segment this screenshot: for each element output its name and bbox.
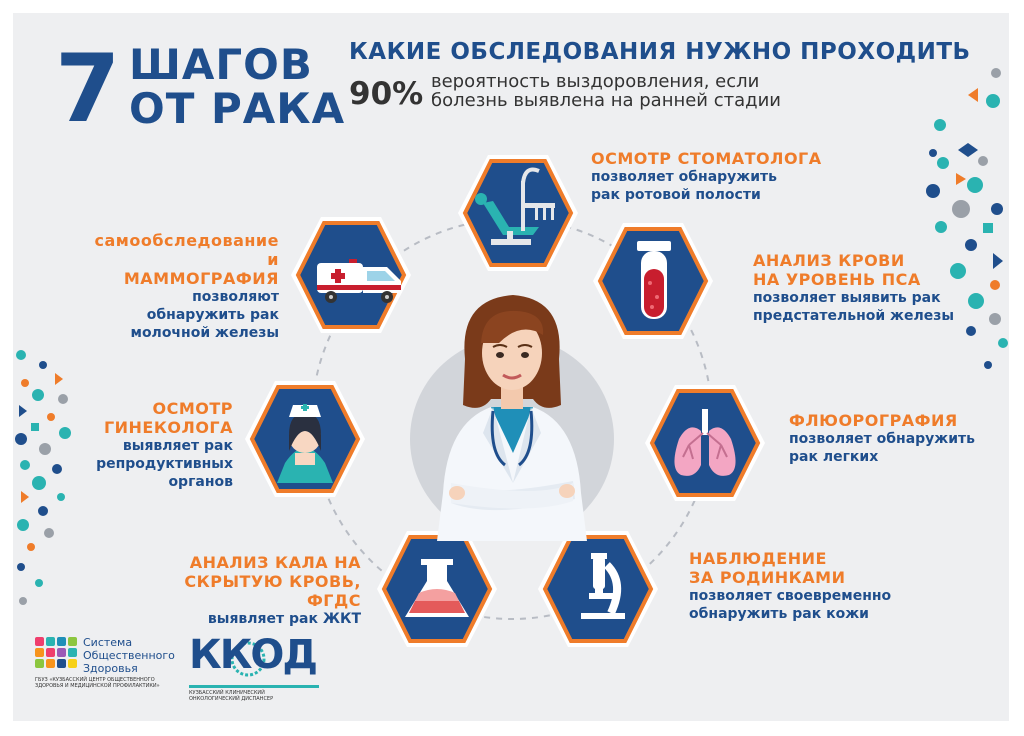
kkod-logo-small2: ОНКОЛОГИЧЕСКИЙ ДИСПАНСЕР xyxy=(189,696,274,702)
step-dentist-desc-2: рак ротовой полости xyxy=(591,187,761,203)
step-moles-title-1: НАБЛЮДЕНИЕ xyxy=(689,549,827,568)
step-gyn-desc-1: выявляет рак xyxy=(122,438,233,454)
step-moles xyxy=(689,549,891,623)
kkod-logo-mark-text: ККОД xyxy=(189,632,317,678)
step-dentist-desc-1: позволяет обнаружить xyxy=(591,169,777,185)
percent-text-line2: болезнь выявлена на ранней стадии xyxy=(431,90,781,111)
step-blood-title-1: АНАЛИЗ КРОВИ xyxy=(753,251,905,270)
step-blood-title-2: НА УРОВЕНЬ ПСА xyxy=(753,270,921,289)
system-logo-small2: ЗДОРОВЬЯ И МЕДИЦИНСКОЙ ПРОФИЛАКТИКИ» xyxy=(35,683,160,689)
kkod-logo-subtext xyxy=(189,690,273,702)
step-fluoro-title: ФЛЮОРОГРАФИЯ xyxy=(789,411,958,430)
step-stool-desc-1: выявляет рак ЖКТ xyxy=(207,611,361,627)
step-gyn-desc-2: репродуктивных xyxy=(96,456,233,472)
step-mammo xyxy=(83,231,279,342)
system-logo-line3: Здоровья xyxy=(83,662,138,675)
header-number: 7 xyxy=(55,35,121,144)
hex-fluoro xyxy=(645,385,765,501)
header-percent: 90% xyxy=(349,76,424,112)
step-mammo-desc-2: обнаружить рак xyxy=(146,307,279,323)
system-logo-small1: ГБУЗ «КУЗБАССКИЙ ЦЕНТР ОБЩЕСТВЕННОГО xyxy=(35,677,155,683)
step-gyn-title-2: ГИНЕКОЛОГА xyxy=(103,418,233,437)
system-logo-icon xyxy=(35,637,77,668)
confetti-left xyxy=(15,350,71,605)
hex-dentist xyxy=(458,155,578,271)
header-title xyxy=(129,40,346,133)
step-mammo-desc-3: молочной железы xyxy=(130,325,279,341)
header-title-line1: ШАГОВ xyxy=(129,40,313,89)
system-logo-line2: Общественного xyxy=(83,649,175,662)
header-title-line2: ОТ РАКА xyxy=(129,84,346,133)
step-gyn-desc-3: органов xyxy=(168,474,233,490)
step-gyn xyxy=(73,399,233,491)
step-dentist xyxy=(591,149,822,204)
step-blood xyxy=(753,251,954,325)
step-moles-desc-2: обнаружить рак кожи xyxy=(689,606,869,622)
step-gyn-title-1: ОСМОТР xyxy=(152,399,233,418)
step-mammo-title-1: самообследование и xyxy=(94,231,279,269)
header-subtitle: КАКИЕ ОБСЛЕДОВАНИЯ НУЖНО ПРОХОДИТЬ xyxy=(349,39,971,65)
step-stool xyxy=(163,553,361,628)
step-blood-desc-2: предстательной железы xyxy=(753,308,955,324)
system-logo-line1: Система xyxy=(83,636,133,649)
step-dentist-title: ОСМОТР СТОМАТОЛОГА xyxy=(591,149,822,168)
system-logo-text xyxy=(83,636,175,675)
step-moles-title-2: ЗА РОДИНКАМИ xyxy=(689,568,846,587)
step-mammo-desc-1: позволяют xyxy=(192,289,279,305)
header-percent-text xyxy=(431,72,871,110)
percent-text-line1: вероятность выздоровления, если xyxy=(431,71,760,92)
step-stool-title-2: СКРЫТУЮ КРОВЬ, ФГДС xyxy=(184,572,361,610)
step-stool-title-1: АНАЛИЗ КАЛА НА xyxy=(189,553,361,572)
step-fluoro xyxy=(789,411,975,466)
step-mammo-title-2: МАММОГРАФИЯ xyxy=(123,269,279,288)
step-blood-desc-1: позволяет выявить рак xyxy=(753,290,941,306)
kkod-logo-small1: КУЗБАССКИЙ КЛИНИЧЕСКИЙ xyxy=(189,690,265,696)
poster xyxy=(13,13,1009,721)
step-moles-desc-1: позволяет своевременно xyxy=(689,588,892,604)
step-fluoro-desc-2: рак легких xyxy=(789,449,879,465)
system-logo-subtext xyxy=(35,677,160,689)
step-fluoro-desc-1: позволяет обнаружить xyxy=(789,431,975,447)
